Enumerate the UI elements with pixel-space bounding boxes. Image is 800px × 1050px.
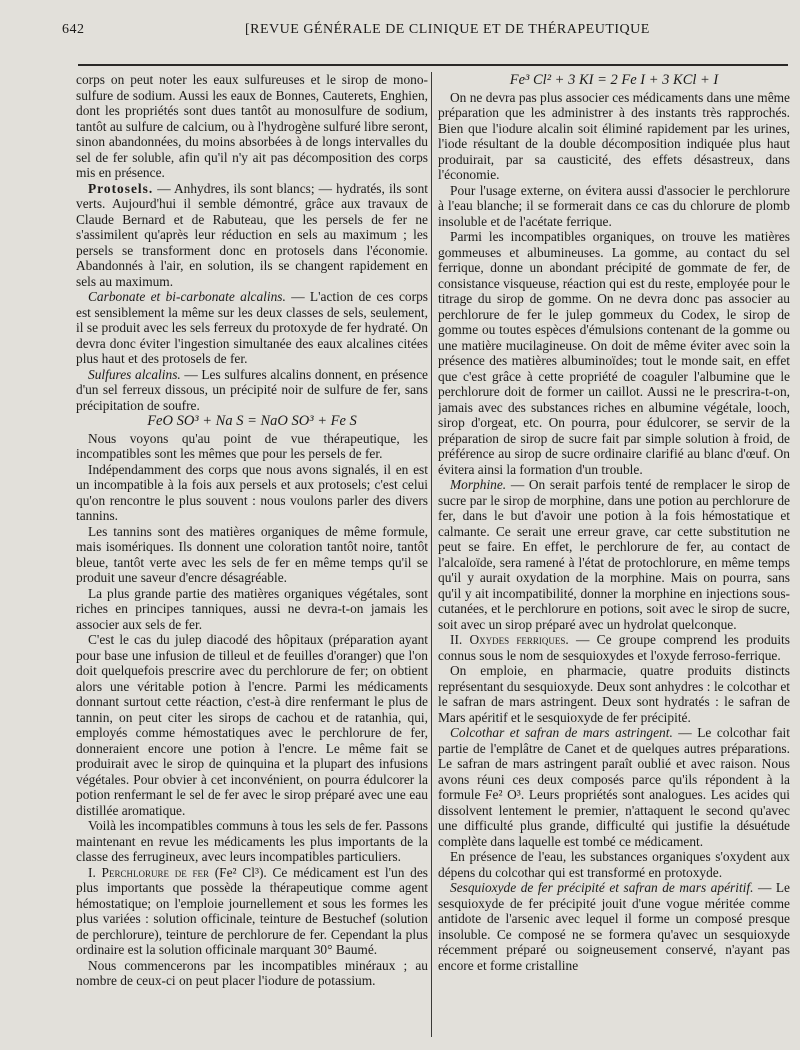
right-paragraph [438,229,790,477]
page-header [62,22,762,48]
left-paragraph [76,431,428,462]
left-paragraph [76,289,428,367]
right-paragraph [438,725,790,849]
right-equation: Fe³ Cl² + 3 KI = 2 Fe I + 3 KCl + I [509,72,719,88]
left-column [76,72,428,1032]
left-paragraph [76,72,428,181]
paragraph-lead-heading: Protosels. [88,180,154,196]
right-paragraph [438,90,790,183]
paragraph-lead-heading: Morphine. [450,477,507,492]
paragraph-lead-heading: I. Perchlorure de fer [88,864,209,880]
paragraph-text: C'est le cas du julep diacodé des hôpitaux (préparation ayant pour base une infusion de tilleul et de feuilles d'oranger) que l'on doit quelquefois prescrire avec du perchlorure de fer; on obtient alors une véritable potion à l'encre. Parmi les médicaments donnant surtout cette réaction, c'est-à dire renfermant le plus de tannin, on peut citer les sirops de cachou et de ratanhia, qui, employés comme hémostatiques avec le perchlorure de fer, donneraient encore une potion à l'encre. Le même fait se produirait avec le sirop de quinquina et la plupart des infusions végétales. Pour obvier à cet inconvénient, on pourra édulcorer la potion renfermant le sel de fer avec le sirop préparé avec une eau distillée aromatique. [76,632,428,818]
paragraph-text: — Le sesquioxyde de fer précipité jouit d'une vogue méritée comme antidote de l'arsenic avec lequel il forme un composé presque insoluble. Ce composé ne se formera qu'avec un sesquioxyde récemment préparé ou soigneusement conservé, n'ayant pas encore et forme cristalline [438,880,790,973]
right-paragraph [438,183,790,230]
left-paragraph [76,865,428,958]
paragraph-text: — On serait parfois tenté de remplacer le sirop de sucre par le sirop de morphine, dans une potion au perchlorure de fer, dans le but d'avoir une potion à la fois hémostatique et calmante. Ce serait une erreur grave, car cette substitution ne peut se faire. En effet, le perchlorure de fer, au contact de l'alcaloïde, sera ramené à l'état de protochlorure, en même temps qu'il y aurait oxydation de la morphine. Mais on pourra, sans qu'il y ait incompatibilité, donner la morphine en injections sous-cutanées, et le perchlorure en potions, soit avec le sirop de sucre, soit avec un sirop préparé avec un hydrolat quelconque. [438,477,790,632]
paragraph-text: En présence de l'eau, les substances organiques s'oxydent aux dépens du colcothar qui est transformé en protoxyde. [438,849,790,880]
paragraph-text: On ne devra pas plus associer ces médicaments dans une même préparation que les administrer à des instants très rapprochés. Bien que l'iodure alcalin soit éliminé rapidement par les urines, l'iode résultant de la double décomposition indiquée plus haut produirait, par sa causticité, des effets désastreux, dans l'économie. [438,89,790,182]
paragraph-lead-heading: Carbonate et bi-carbonate alcalins. [88,289,286,304]
left-paragraph [76,818,428,865]
paragraph-text: — L'action de ces corps est sensiblement la même sur les deux classes de sels, seulement, il se produit avec les sels ferreux du protoxyde de fer hydraté. On devra donc éviter l'ingestion simultanée des eaux alcalines citées plus haut et des protosels de fer. [76,289,428,366]
paragraph-text: La plus grande partie des matières organiques végétales, sont riches en principes tanniques, aussi ne devra-t-on jamais les associer aux sels de fer. [76,585,428,632]
paragraph-text: — Anhydres, ils sont blancs; — hydratés, ils sont verts. Aujourd'hui il semble démontré, grâce aux travaux de Claude Bernard et de Rabuteau, que les persels de fer ne s'assimilent qu'après leur réduction en sels au maximum ; les persels se transforment donc en protosels dans l'économie. Abandonnés à l'air, en solution, ils se changent rapidement en sels au maximum. [76,180,428,289]
right-paragraph [438,663,790,725]
left-paragraph [76,958,428,989]
paragraph-text: Pour l'usage externe, on évitera aussi d'associer le perchlorure à l'eau blanche; il se formerait dans ce cas du chlorure de plomb insoluble et de l'acétate ferrique. [438,182,790,229]
paragraph-text: Nous commencerons par les incompatibles minéraux ; au nombre de ceux-ci on peut placer l'iodure de potassium. [76,957,428,988]
running-title: [REVUE GÉNÉRALE DE CLINIQUE ET DE THÉRAPEUTIQUE [245,22,650,37]
page-number: 642 [62,22,85,37]
paragraph-lead-heading: Colcothar et safran de mars astringent. [450,725,673,740]
paragraph-text: Voilà les incompatibles communs à tous les sels de fer. Passons maintenant en revue les médicaments les plus importants de la classe des ferrugineux, avec leurs incompatibles particuliers. [76,818,428,864]
paragraph-text: — Les sulfures alcalins donnent, en présence d'un sel ferreux dissous, un précipité noir de sulfure de fer, sans précipitation de soufre. [76,366,428,413]
left-paragraph [76,462,428,524]
left-paragraph [76,181,428,290]
paragraph-text: — Ce groupe comprend les produits connus sous le nom de sesquioxydes et l'oxyde ferroso-ferrique. [438,632,790,663]
paragraph-lead-heading: II. Oxydes ferriques. [450,632,569,647]
paragraph-text: Parmi les incompatibles organiques, on trouve les matières gommeuses et albumineuses. La gomme, au contact du sel ferrique, donne un abondant précipité de gommate de fer, de consistance visqueuse, réaction qui est du reste, employée pour le titrage du sirop de gomme. On ne devra donc pas associer au perchlorure de fer le julep gommeux du Codex, le sirop de gomme ou toutes espèces d'émulsions contenant de la gomme ou une matière mucilagineuse. On doit de même éviter avec soin la présence des matières albuminoïdes; tout le monde sait, en effet que c'est grâce à cette propriété de coaguler l'albumine que le perchlorure doit de former un caillot. Aussi ne le prescrira-t-on, jamais avec des substances riches en albumine végétale, looch, sirop d'orgeat, etc. On pourra, pour édulcorer, se servir de la préparation de sirop de sucre fait par simple solution à froid, de préférence au sirop de sucre ordinaire clarifié au blanc d'œuf. On évitera ainsi la formation d'un trouble. [438,229,790,477]
left-paragraph [76,367,428,414]
header-rule [78,64,788,66]
left-paragraph [76,586,428,633]
left-paragraph [76,632,428,818]
column-divider [431,72,432,1037]
right-paragraph [438,632,790,663]
right-paragraph [438,849,790,880]
paragraph-lead-heading: Sesquioxyde de fer précipité et safran de mars apéritif. [450,880,754,895]
paragraph-lead-heading: Sulfures alcalins. [88,366,181,382]
paragraph-text: — Le colcothar fait partie de l'emplâtre de Canet et de quelques autres préparations. Le safran de mars astringent paraît oublié et avec raison. Nous avons réuni ces deux composés parce qu'ils répondent à la formule Fe² O³. Leurs propriétés sont analogues. Les acides qui dissolvent lentement le premier, n'attaquent le second qu'avec une difficulté plus grande, difficulté qui justifie la désuétude complète dans laquelle est tombé ce médicament. [438,725,790,849]
paragraph-text: (Fe² Cl³). Ce médicament est l'un des plus importants que possède la thérapeutique comme agent hémostatique; on l'emploie journellement et sous les formes les plus variées : solution officinale, teinture de Bestuchef (solution de perchlorure), teinture de perchlorure de fer. Cependant la plus ordinaire est la solution officinale marquant 30° Baumé. [76,864,428,957]
right-paragraph [438,477,790,632]
left-equation: FeO SO³ + Na S = NaO SO³ + Fe S [147,413,357,429]
left-paragraph [76,524,428,586]
paragraph-text: Les tannins sont des matières organiques de même formule, mais isomériques. Ils donnent une coloration tantôt noire, tantôt bleue, tantôt verte avec les sels de fer en même temps qu'il se produit une saveur d'encre désagréable. [76,523,428,585]
paragraph-text: Indépendamment des corps que nous avons signalés, il en est un incompatible à la fois aux persels et aux protosels; c'est celui qu'on rencontre le plus souvent : nous voulons parler des divers tannins. [76,461,428,523]
paragraph-text: Nous voyons qu'au point de vue thérapeutique, les incompatibles sont les mêmes que pour les persels de fer. [76,430,428,461]
right-column [438,72,790,1032]
paragraph-text: corps on peut noter les eaux sulfureuses et le sirop de mono-sulfure de sodium. Aussi les eaux de Bonnes, Cauterets, Enghien, dont les propriétés sont dues tantôt au monosulfure de sodium, tantôt au sulfure de calcium, ou à l'hydrogène sulfuré libre seront, sinon abandonnées, du moins absorbées à de longs intervalles du sel de fer soluble, afin qu'il n'y ait pas décomposition des corps mis en présence. [76,72,428,180]
right-paragraph [438,880,790,973]
paragraph-text: On emploie, en pharmacie, quatre produits distincts représentant du sesquioxyde. Deux sont anhydres : le colcothar et le safran de mars astringent. Deux sont hydratés : le safran de Mars apéritif et le sesquioxyde de fer précipité. [438,663,790,725]
